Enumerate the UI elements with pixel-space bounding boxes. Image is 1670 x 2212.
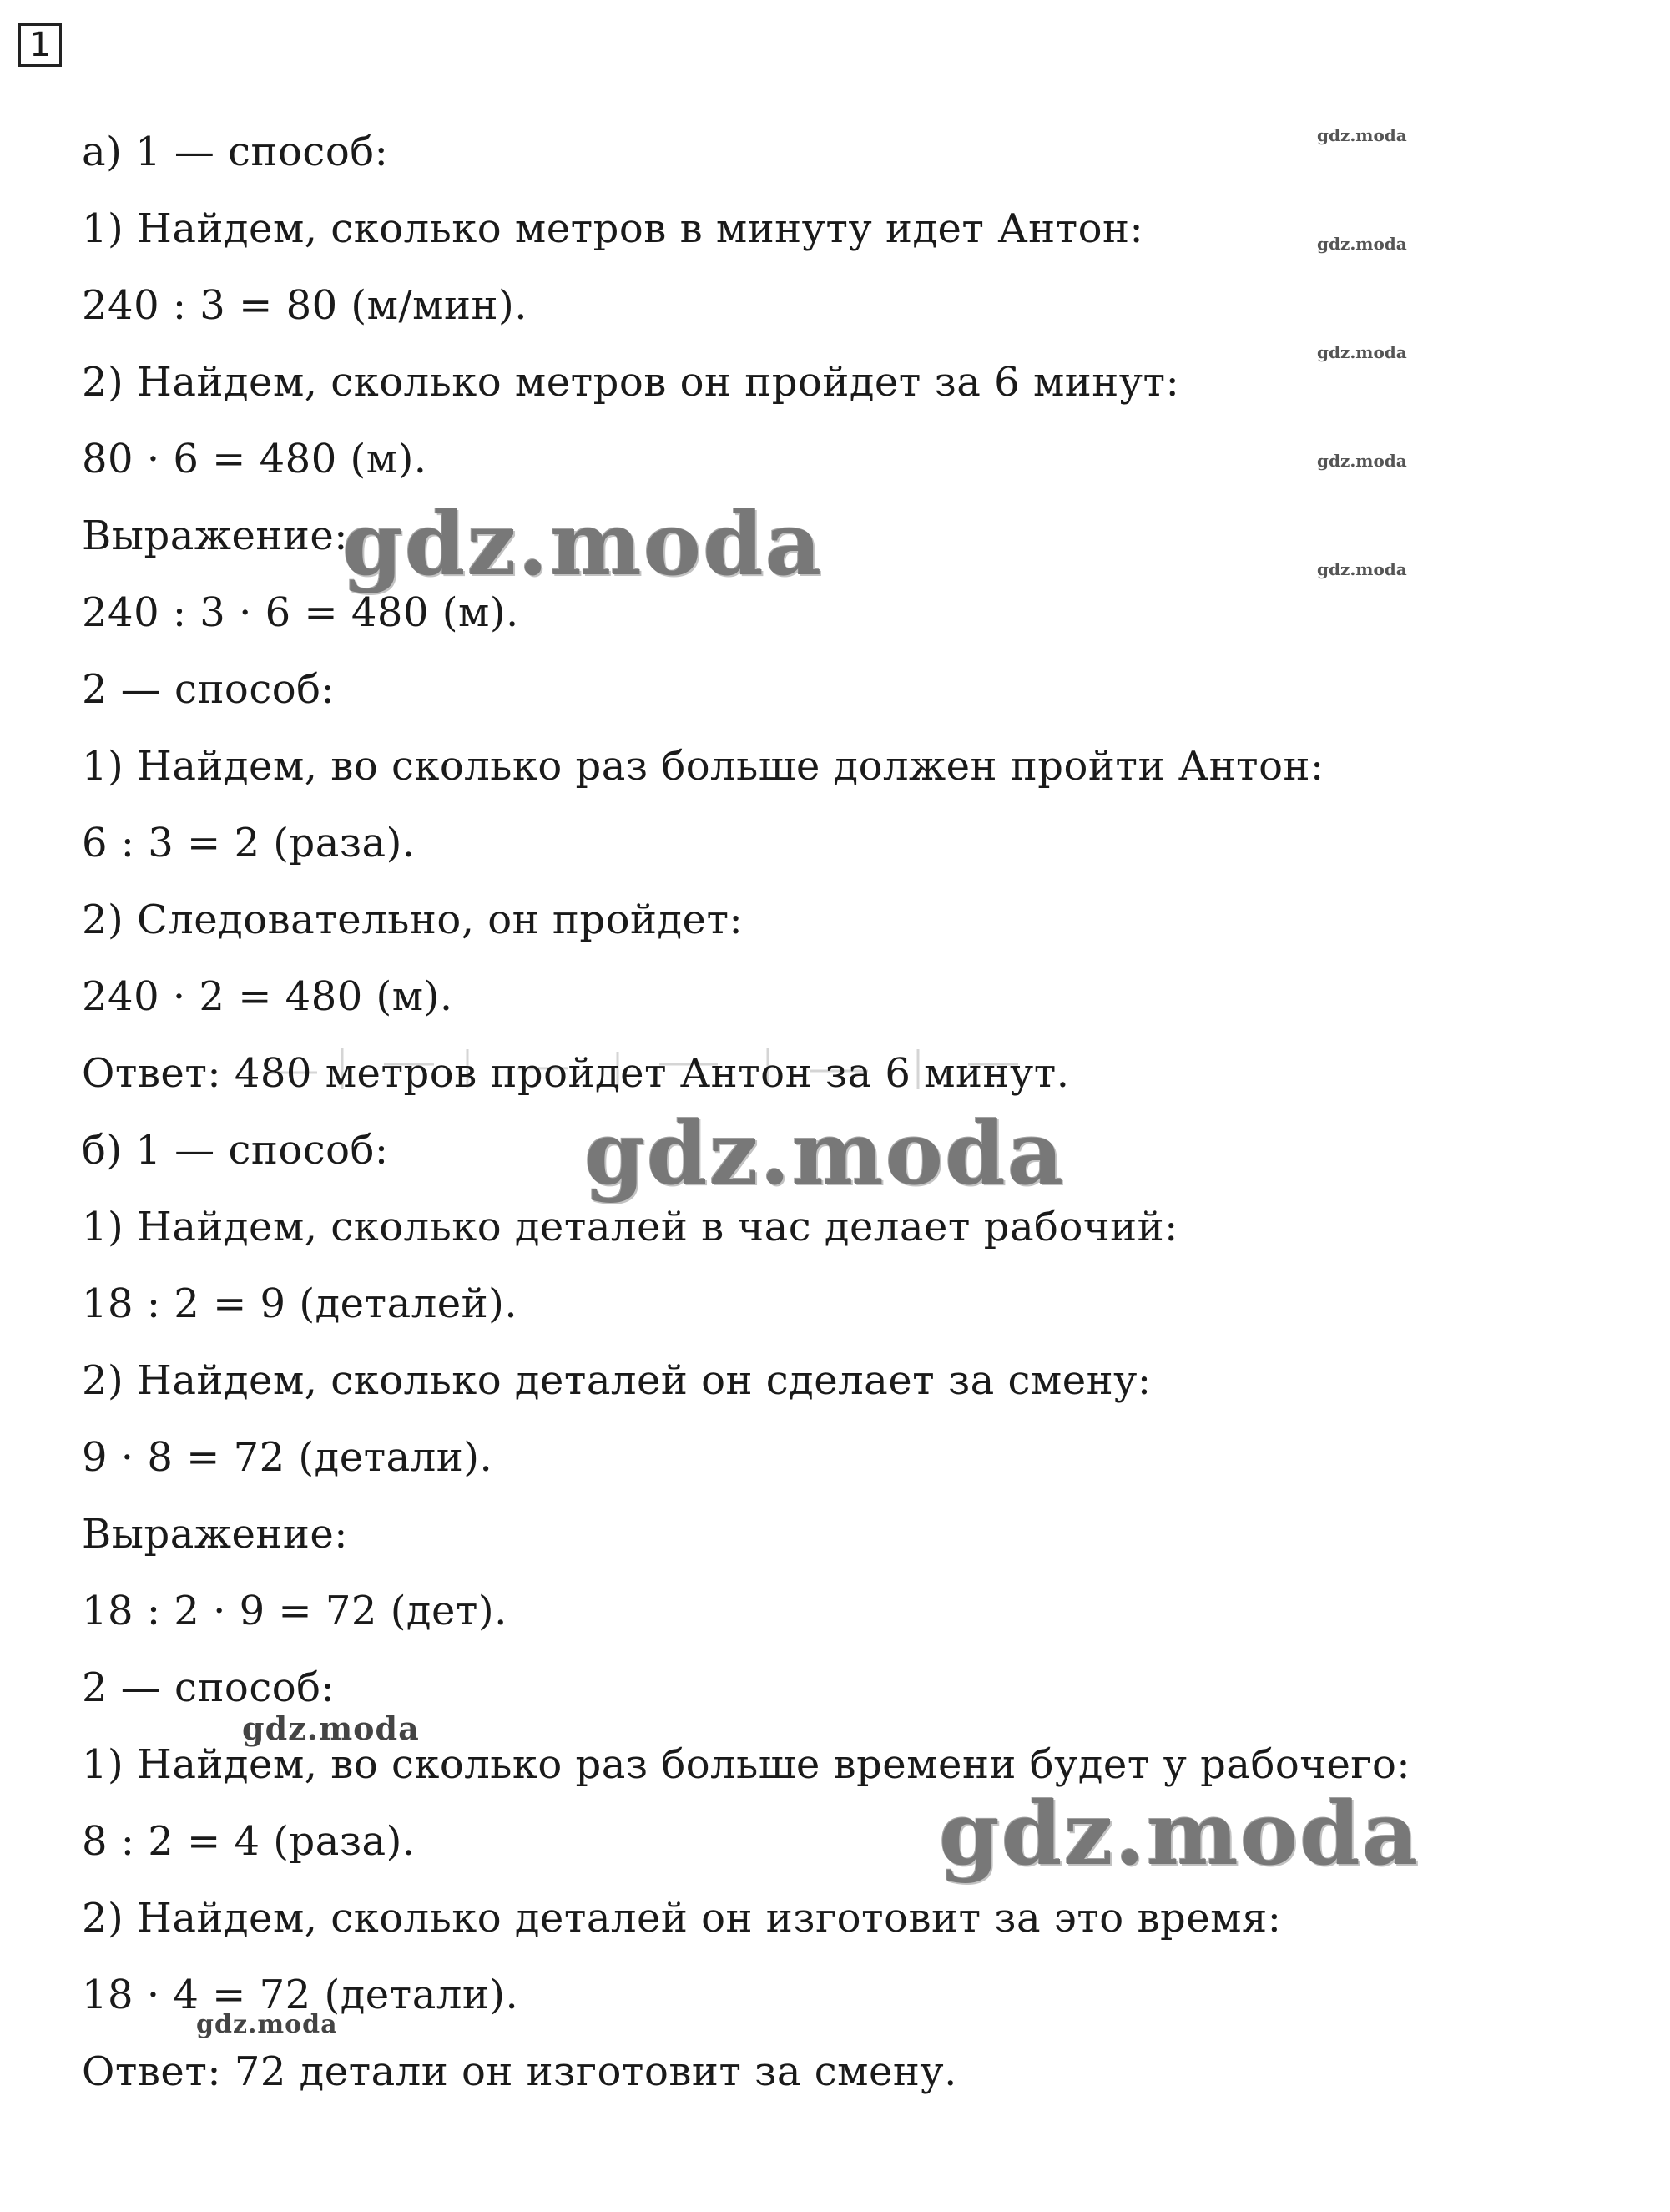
solution-line: 2) Следовательно, он пройдет:	[82, 896, 744, 943]
solution-line: 240 · 2 = 480 (м).	[82, 973, 453, 1020]
solution-line: Выражение:	[82, 1511, 348, 1558]
solution-line: 240 : 3 · 6 = 480 (м).	[82, 589, 519, 636]
solution-line: Выражение:	[82, 513, 348, 559]
watermark: gdz.moda	[342, 492, 824, 595]
solution-line: 1) Найдем, во сколько раз больше времени будет у рабочего:	[82, 1741, 1411, 1788]
solution-line: 18 : 2 · 9 = 72 (дет).	[82, 1588, 507, 1634]
solution-line: 1) Найдем, сколько метров в минуту идет Антон:	[82, 205, 1144, 252]
solution-line: 2) Найдем, сколько метров он пройдет за 6 минут:	[82, 359, 1180, 406]
solution-line: 2) Найдем, сколько деталей он сделает за смену:	[82, 1357, 1152, 1404]
solution-line: 8 : 2 = 4 (раза).	[82, 1818, 416, 1865]
task-number-box: 1	[18, 23, 62, 67]
solution-line: 80 · 6 = 480 (м).	[82, 436, 427, 482]
watermark: gdz.moda	[1317, 559, 1407, 579]
solution-line: 240 : 3 = 80 (м/мин).	[82, 282, 527, 329]
watermark: gdz.moda	[1317, 234, 1407, 254]
solution-line: 6 : 3 = 2 (раза).	[82, 820, 416, 866]
solution-line: а) 1 — способ:	[82, 129, 389, 175]
watermark: gdz.moda	[584, 1102, 1066, 1204]
solution-line: 2) Найдем, сколько деталей он изготовит за это время:	[82, 1895, 1282, 1942]
solution-line: б) 1 — способ:	[82, 1127, 389, 1174]
solution-line: 18 : 2 = 9 (деталей).	[82, 1280, 518, 1327]
watermark: gdz.moda	[1317, 125, 1407, 145]
watermark: gdz.moda	[939, 1782, 1420, 1885]
solution-line: 2 — способ:	[82, 666, 336, 713]
watermark: gdz.moda	[196, 2010, 338, 2039]
watermark: gdz.moda	[242, 1710, 420, 1747]
solution-line: 9 · 8 = 72 (детали).	[82, 1434, 493, 1481]
solution-line: 1) Найдем, сколько деталей в час делает рабочий:	[82, 1204, 1178, 1250]
solution-line: Ответ: 480 метров пройдет Антон за 6 минут.	[82, 1050, 1070, 1097]
solution-line: 1) Найдем, во сколько раз больше должен пройти Антон:	[82, 743, 1324, 790]
solution-line: 18 · 4 = 72 (детали).	[82, 1972, 519, 2018]
solution-line: 2 — способ:	[82, 1664, 336, 1711]
solution-line: Ответ: 72 детали он изготовит за смену.	[82, 2048, 957, 2095]
watermark: gdz.moda	[1317, 451, 1407, 471]
watermark: gdz.moda	[1317, 342, 1407, 362]
